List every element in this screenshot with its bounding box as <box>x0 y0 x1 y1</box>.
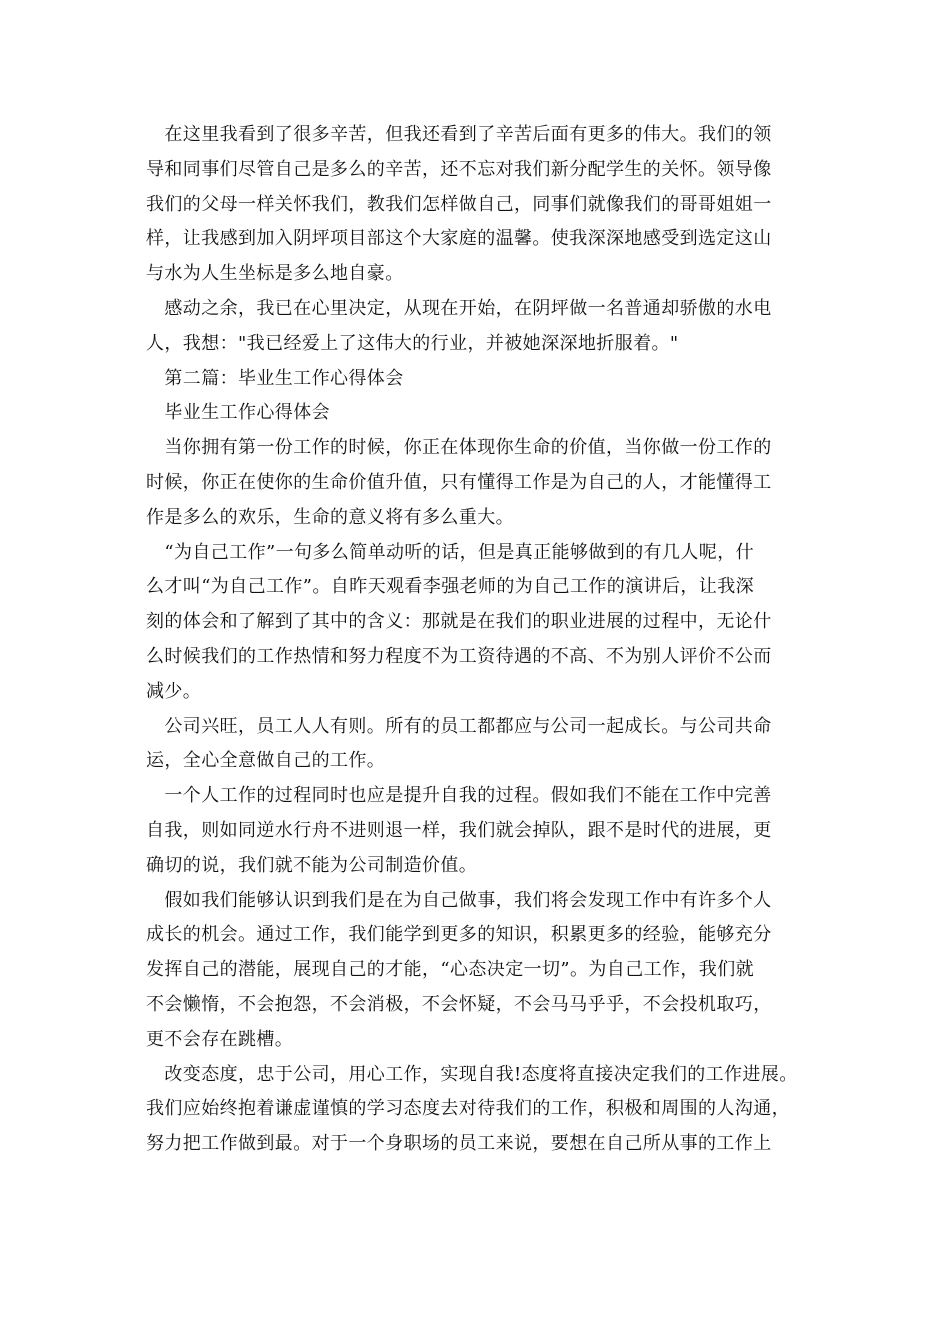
text-line: 人，我想："我已经爱上了这伟大的行业，并被她深深地折服着。" <box>146 332 679 354</box>
text-line: 作是多么的欢乐，生命的意义将有多么重大。 <box>146 506 514 528</box>
text-line: 刻的体会和了解到了其中的含义：那就是在我们的职业进展的过程中，无论什 <box>146 611 772 633</box>
text-line: 一个人工作的过程同时也应是提升自我的过程。假如我们不能在工作中完善 <box>146 785 772 807</box>
article-title: 毕业生工作心得体会 <box>146 402 330 424</box>
text-line: 努力把工作做到最。对于一个身职场的员工来说，要想在自己所从事的工作上 <box>146 1133 772 1155</box>
text-line: 时候，你正在使你的生命价值升值，只有懂得工作是为自己的人，才能懂得工 <box>146 471 772 493</box>
text-line: 改变态度，忠于公司，用心工作，实现自我!态度将直接决定我们的工作进展。 <box>146 1063 798 1085</box>
text-line: 不会懒惰，不会抱怨，不会消极，不会怀疑，不会马马乎乎，不会投机取巧， <box>146 993 772 1015</box>
text-line: 当你拥有第一份工作的时候，你正在体现你生命的价值，当你做一份工作的 <box>146 437 772 459</box>
text-line: 感动之余，我已在心里决定，从现在开始，在阴坪做一名普通却骄傲的水电 <box>146 297 772 319</box>
text-line: 自我，则如同逆水行舟不进则退一样，我们就会掉队，跟不是时代的进展，更 <box>146 819 772 841</box>
text-line: 更不会存在跳槽。 <box>146 1028 294 1050</box>
text-line: 假如我们能够认识到我们是在为自己做事，我们将会发现工作中有许多个人 <box>146 889 772 911</box>
document-body <box>146 118 826 1162</box>
text-line: “为自己工作”一句多么简单动听的话，但是真正能够做到的有几人呢，什 <box>146 541 755 563</box>
text-line: 运，全心全意做自己的工作。 <box>146 750 386 772</box>
text-line: 公司兴旺，员工人人有则。所有的员工都都应与公司一起成长。与公司共命 <box>146 715 772 737</box>
text-line: 发挥自己的潜能，展现自己的才能，“心态决定一切”。为自己工作，我们就 <box>146 959 755 981</box>
text-line: 导和同事们尽管自己是多么的辛苦，还不忘对我们新分配学生的关怀。领导像 <box>146 158 772 180</box>
section-heading: 第二篇：毕业生工作心得体会 <box>146 367 404 389</box>
text-line: 成长的机会。通过工作，我们能学到更多的知识，积累更多的经验，能够充分 <box>146 924 772 946</box>
text-line: 样，让我感到加入阴坪项目部这个大家庭的温馨。使我深深地感受到选定这山 <box>146 228 772 250</box>
text-line: 减少。 <box>146 680 202 702</box>
text-line: 我们应始终抱着谦虚谨慎的学习态度去对待我们的工作，积极和周围的人沟通， <box>146 1098 790 1120</box>
text-line: 确切的说，我们就不能为公司制造价值。 <box>146 854 478 876</box>
text-line: 与水为人生坐标是多么地自豪。 <box>146 263 404 285</box>
text-line: 我们的父母一样关怀我们，教我们怎样做自己，同事们就像我们的哥哥姐姐一 <box>146 193 772 215</box>
text-line: 在这里我看到了很多辛苦，但我还看到了辛苦后面有更多的伟大。我们的领 <box>146 124 772 145</box>
text-line: 么时候我们的工作热情和努力程度不为工资待遇的不高、不为别人评价不公而 <box>146 645 772 667</box>
text-line: 么才叫“为自己工作”。自昨天观看李强老师的为自己工作的演讲后，让我深 <box>146 576 755 598</box>
